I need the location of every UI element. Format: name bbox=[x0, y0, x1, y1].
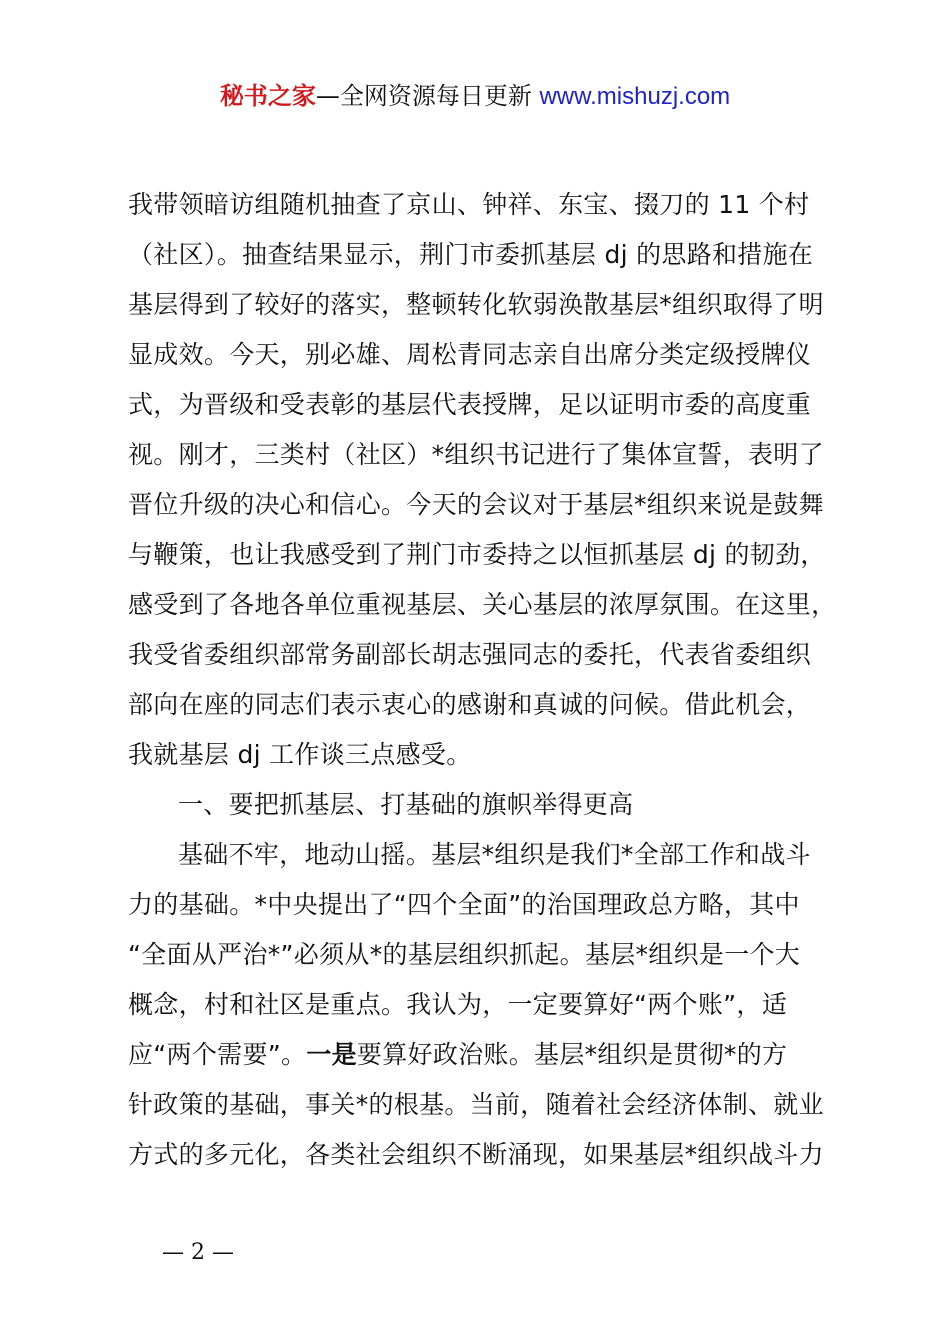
body-line: 我就基层 dj 工作谈三点感受。 bbox=[128, 740, 472, 769]
body-line: 视。刚才，三类村（社区）*组织书记进行了集体宣誓，表明了 bbox=[128, 440, 824, 469]
section-heading: 一、要把抓基层、打基础的旗帜举得更高 bbox=[178, 790, 634, 819]
body-line: “全面从严治*”必须从*的基层组织抓起。基层*组织是一个大 bbox=[128, 940, 801, 969]
body-line: 针政策的基础，事关*的根基。当前，随着社会经济体制、就业 bbox=[128, 1090, 824, 1119]
body-line: 力的基础。*中央提出了“四个全面”的治国理政总方略，其中 bbox=[128, 890, 800, 919]
document-body bbox=[128, 180, 838, 1180]
body-text-segment: 应“两个需要”。 bbox=[128, 1040, 307, 1069]
body-line: 方式的多元化，各类社会组织不断涌现，如果基层*组织战斗力 bbox=[128, 1140, 824, 1169]
body-line: 与鞭策，也让我感受到了荆门市委持之以恒抓基层 dj 的韧劲， bbox=[128, 540, 826, 569]
body-line-mixed bbox=[128, 1030, 838, 1080]
emphasis-text: 一是 bbox=[306, 1040, 357, 1069]
body-line: 式，为晋级和受表彰的基层代表授牌，足以证明市委的高度重 bbox=[128, 390, 812, 419]
body-line: 基层得到了较好的落实，整顿转化软弱涣散基层*组织取得了明 bbox=[128, 290, 824, 319]
body-line: （社区）。抽查结果显示，荆门市委抓基层 dj 的思路和措施在 bbox=[128, 240, 814, 269]
body-text-segment: 要算好政治账。基层*组织是贯彻*的方 bbox=[356, 1040, 788, 1069]
site-url-link[interactable]: www.mishuzj.com bbox=[539, 83, 731, 110]
body-line: 我带领暗访组随机抽查了京山、钟祥、东宝、掇刀的 11 个村 bbox=[128, 190, 810, 219]
site-tagline: —全网资源每日更新 bbox=[315, 82, 532, 110]
page-header bbox=[0, 80, 950, 113]
body-line: 基础不牢，地动山摇。基层*组织是我们*全部工作和战斗 bbox=[178, 840, 811, 869]
page-number: — 2 — bbox=[162, 1240, 234, 1265]
body-line: 晋位升级的决心和信心。今天的会议对于基层*组织来说是鼓舞 bbox=[128, 490, 824, 519]
body-line: 部向在座的同志们表示衷心的感谢和真诚的问候。借此机会， bbox=[128, 690, 812, 719]
body-line: 概念，村和社区是重点。我认为，一定要算好“两个账”，适 bbox=[128, 990, 788, 1019]
body-line: 感受到了各地各单位重视基层、关心基层的浓厚氛围。在这里， bbox=[128, 590, 837, 619]
body-line: 我受省委组织部常务副部长胡志强同志的委托，代表省委组织 bbox=[128, 640, 812, 669]
site-name: 秘书之家 bbox=[219, 82, 316, 110]
body-line: 显成效。今天，别必雄、周松青同志亲自出席分类定级授牌仪 bbox=[128, 340, 812, 369]
